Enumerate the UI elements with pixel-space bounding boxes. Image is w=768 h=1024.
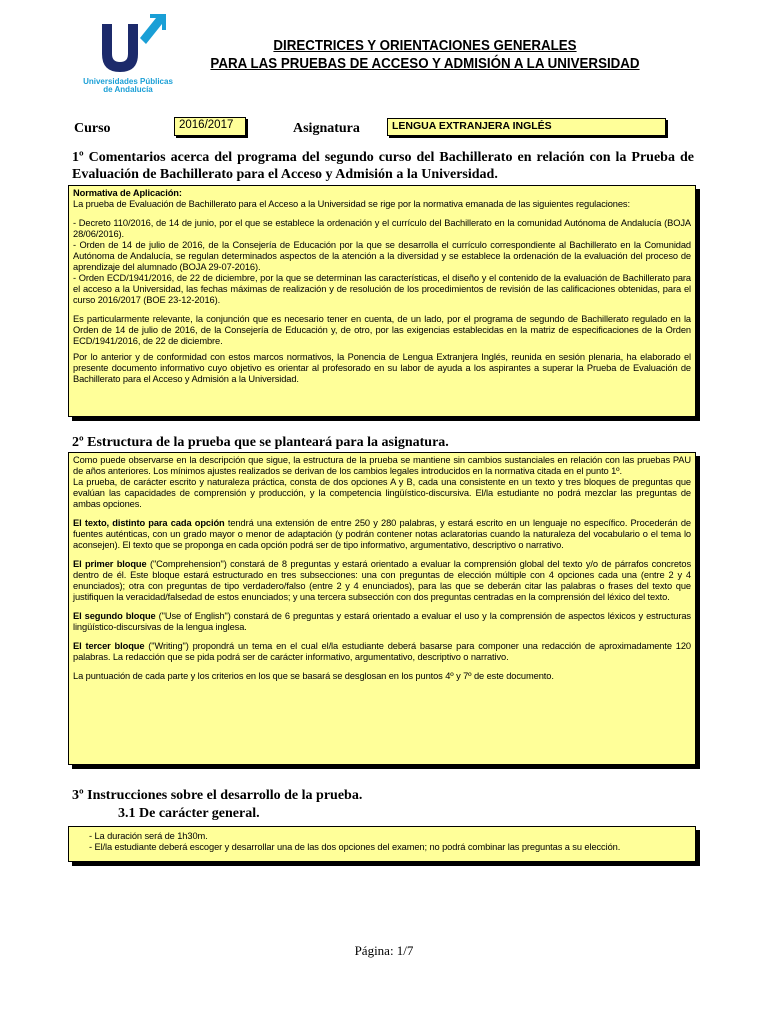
normativa-title: Normativa de Aplicación: [73,188,182,198]
page-number: Página: 1/7 [354,943,414,958]
section3-heading: 3º Instrucciones sobre el desarrollo de la prueba. [72,788,363,803]
section2-paragraph: Como puede observarse en la descripción que sigue, la estructura de la prueba se mantiene sin cambios sustanciales en relación con las pruebas PAU de años anteriores. Los mínimos ajustes realizados se derivan de los cambios legales introducidos en la normativa citada en el punto 1º. [73,455,691,476]
instruction-item: - El/la estudiante deberá escoger y desarrollar una de las dos opciones del examen; no podrá combinar las preguntas a su elección. [89,842,621,852]
section1-paragraph: Es particularmente relevante, la conjunción que es necesario tener en cuenta, de un lado, por el programa de segundo de Bachillerato regulado en la Orden de 14 de julio de 2016, de la Consejería de Educación y, de otro, por las exigencias establecidas en la matriz de especificaciones de la Orden ECD/1941/2016, de 22 de diciembre. [73,314,691,346]
asignatura-label: Asignatura [293,121,360,136]
section1-paragraph: - Orden ECD/1941/2016, de 22 de diciembre, por la que se determinan las características, el diseño y el contenido de la evaluación de Bachillerato para el acceso a la Universidad, las fechas máximas de realización y de resolución de los procedimientos de revisión de las calificaciones obtenidas, para el curso 2016/2017 (BOE 23-12-2016). [73,273,691,305]
section2-box [68,452,696,765]
curso-label: Curso [74,121,111,136]
section2-paragraph: La prueba, de carácter escrito y naturaleza práctica, consta de dos opciones A y B, cada una consistente en un texto y tres bloques de preguntas que evalúan las capacidades de comprensión y producción, y la competencia lingüístico-discursiva. El/la estudiante no podrá mezclar las preguntas de ambas opciones. [73,477,691,509]
section3-box [68,826,696,862]
section1-heading: 1º Comentarios acerca del programa del segundo curso del Bachillerato en relación con la Prueba de Evaluación de Bachillerato para el Acceso y Admisión a la Universidad. [72,150,694,182]
section2-paragraph: La puntuación de cada parte y los criterios en los que se basará se desglosan en los puntos 4º y 7º de este documento. [73,671,554,681]
section1-paragraph: Por lo anterior y de conformidad con estos marcos normativos, la Ponencia de Lengua Extranjera Inglés, reunida en sesión plenaria, ha elaborado el presente documento informativo cuyo objetivo es orientar al profesorado en su labor de ayuda a los aspirantes a superar la Prueba de Evaluación de Bachillerato para el Acceso y Admisión a la Universidad. [73,352,691,384]
section2-paragraph [73,611,691,633]
logo-caption [78,78,178,94]
primer-bloque-bold: El primer bloque [73,559,147,569]
tercer-bloque-rest: ("Writing") propondrá un tema en el cual el/la estudiante deberá basarse para componer una redacción de aproximadamente 120 palabras. La redacción que se pida podrá ser de carácter informativo, argumentativo, descriptivo o narrativo. [73,641,691,662]
curso-field[interactable]: 2016/2017 [174,117,246,136]
logo-brand-line1: Universidades Públicas [83,77,173,86]
section1-paragraph: La prueba de Evaluación de Bachillerato para el Acceso a la Universidad se rige por la normativa emanada de las siguientes regulaciones: [73,199,630,209]
logo [78,14,178,100]
section2-heading: 2º Estructura de la prueba que se planteará para la asignatura. [72,435,449,450]
universidades-publicas-logo-icon [78,14,178,78]
tercer-bloque-bold: El tercer bloque [73,641,145,651]
primer-bloque-rest: ("Comprehension") constará de 8 preguntas y estará orientado a evaluar la comprensión global del texto y/o de párrafos concretos dentro de él. Este bloque estará estructurado en tres subsecciones: una con preguntas de elección múltiple con 4 opciones cada una (entre 2 y 4 enunciados); otra con preguntas de tipo verdadero/falso (entre 2 y 4 enunciados), para las que se deberán citar las palabras o frases del texto que justifiquen la veracidad/falsedad de estos enunciados; y una tercera subsección con dos preguntas centradas en la comprensión del léxico del texto. [73,559,691,602]
section1-box [68,185,696,417]
segundo-bloque-bold: El segundo bloque [73,611,156,621]
logo-brand-line2: de Andalucía [103,85,153,94]
segundo-bloque-rest: ("Use of English") constará de 6 preguntas y estará orientado a evaluar el uso y la comprensión de aspectos léxicos y estructuras lingüístico-discursivas de la lengua inglesa. [73,611,691,632]
asignatura-field[interactable]: LENGUA EXTRANJERA INGLÉS [387,118,666,136]
texto-bold: El texto, distinto para cada opción [73,518,225,528]
instruction-item: - La duración será de 1h30m. [89,831,208,841]
document-title-line2: PARA LAS PRUEBAS DE ACCESO Y ADMISIÓN A LA UNIVERSIDAD [210,56,640,72]
section1-paragraph: - Orden de 14 de julio de 2016, de la Consejería de Educación por la que se desarrolla el currículo correspondiente al Bachillerato en la Comunidad Autónoma de Andalucía, se regulan determinados aspectos de la atención a la diversidad y se establece la ordenación de la evaluación del proceso de aprendizaje del alumnado (BOJA 29-07-2016). [73,240,691,272]
texto-rest: tendrá una extensión de entre 250 y 280 palabras, y estará escrito en un lenguaje no específico. Procederán de fuentes auténticas, con un grado mayor o menor de adaptación (y podrán contener notas aclaratorias cuando la naturaleza del vocabulario o el tema lo aconsejen). El texto que se proponga en cada opción podrá ser de tipo informativo, argumentativo, descriptivo o narrativo. [73,518,691,550]
section2-paragraph [73,641,691,663]
section3-subheading: 3.1 De carácter general. [118,806,260,821]
section1-paragraph: - Decreto 110/2016, de 14 de junio, por el que se establece la ordenación y el currículo del Bachillerato en la comunidad Autónoma de Andalucía (BOJA 28/06/2016). [73,218,691,239]
section2-paragraph [73,518,691,551]
section2-paragraph [73,559,691,603]
document-title-line1: DIRECTRICES Y ORIENTACIONES GENERALES [273,38,577,54]
